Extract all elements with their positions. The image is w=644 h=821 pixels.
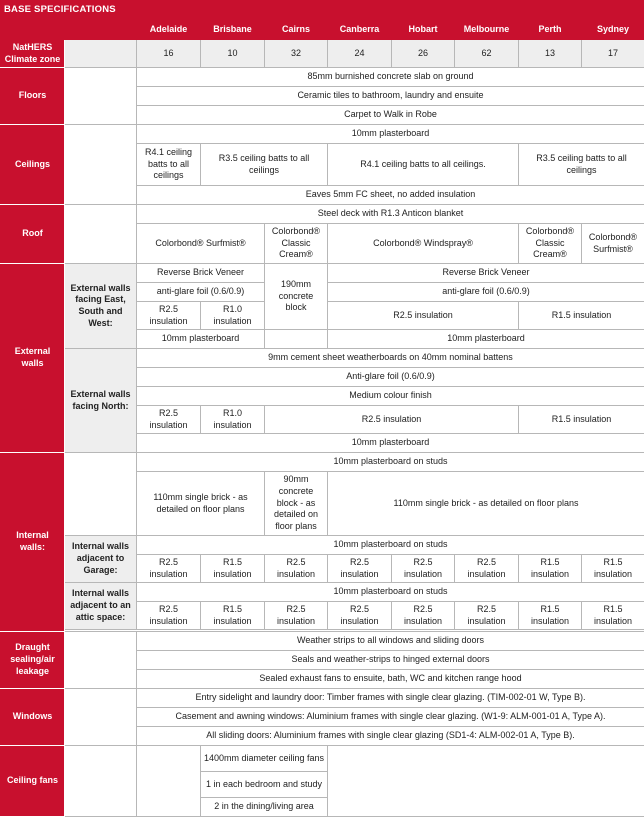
roof-colour: Colorbond® Classic Cream® <box>519 224 582 264</box>
internal-attic-insulation: R2.5 insulation <box>137 602 201 630</box>
floors-carpet: Carpet to Walk in Robe <box>137 106 644 125</box>
fans-row <box>1 746 644 772</box>
external-insulation: R1.0 insulation <box>201 302 265 330</box>
roof-colour: Colorbond® Windspray® <box>328 224 519 264</box>
climate-value: 32 <box>265 40 328 68</box>
internal-garage-insulation: R1.5 insulation <box>582 555 644 583</box>
internal-attic-insulation: R2.5 insulation <box>392 602 455 630</box>
city-header: Cairns <box>265 21 328 40</box>
external-north-label: External walls facing North: <box>65 349 137 453</box>
internal-attic-label: Internal walls adjacent to an attic space: <box>65 583 137 630</box>
climate-row <box>1 40 644 68</box>
roof-deck: Steel deck with R1.3 Anticon blanket <box>137 205 644 224</box>
city-header: Adelaide <box>137 21 201 40</box>
internal-attic-studs: 10mm plasterboard on studs <box>137 583 644 602</box>
floors-label: Floors <box>1 68 65 125</box>
fans-label: Ceiling fans <box>1 746 65 817</box>
city-header: Sydney <box>582 21 644 40</box>
ceilings-label: Ceilings <box>1 125 65 205</box>
internal-brick: 110mm single brick - as detailed on floor plans <box>137 472 265 536</box>
fans-item: 2 in the dining/living area <box>201 798 328 817</box>
ceilings-plasterboard: 10mm plasterboard <box>137 125 644 144</box>
internal-block: 90mm concrete block - as detailed on floor plans <box>265 472 328 536</box>
ceilings-batts: R3.5 ceiling batts to all ceilings <box>201 144 328 186</box>
windows-item: All sliding doors: Aluminium frames with single clear glazing (SD1-4: ALM-002-01 A, Type B). <box>137 727 644 746</box>
roof-colour: Colorbond® Surfmist® <box>137 224 265 264</box>
external-row <box>1 264 644 283</box>
internal-garage-label: Internal walls adjacent to Garage: <box>65 536 137 583</box>
windows-label: Windows <box>1 689 65 746</box>
ceilings-row <box>1 125 644 144</box>
city-header-row <box>1 21 644 40</box>
internal-brick: 110mm single brick - as detailed on floor plans <box>328 472 644 536</box>
ceilings-batts: R4.1 ceiling batts to all ceilings. <box>328 144 519 186</box>
external-esw-label: External walls facing East, South and West: <box>65 264 137 349</box>
external-north-insulation: R1.5 insulation <box>519 406 644 434</box>
internal-garage-insulation: R2.5 insulation <box>392 555 455 583</box>
fans-item: 1 in each bedroom and study <box>201 772 328 798</box>
external-insulation: R1.5 insulation <box>519 302 644 330</box>
roof-row <box>1 205 644 224</box>
spec-table <box>0 20 644 817</box>
ceilings-batts: R3.5 ceiling batts to all ceilings <box>519 144 644 186</box>
draught-label: Draught sealing/air leakage <box>1 632 65 689</box>
internal-attic-insulation: R1.5 insulation <box>519 602 582 630</box>
internal-garage-insulation: R2.5 insulation <box>455 555 519 583</box>
windows-item: Casement and awning windows: Aluminium frames with single clear glazing. (W1-9: ALM-001-01 A, Type A). <box>137 708 644 727</box>
internal-attic-insulation: R2.5 insulation <box>455 602 519 630</box>
external-insulation: R2.5 insulation <box>328 302 519 330</box>
ceilings-eaves: Eaves 5mm FC sheet, no added insulation <box>137 186 644 205</box>
draught-item: Seals and weather-strips to hinged external doors <box>137 651 644 670</box>
floors-tiles: Ceramic tiles to bathroom, laundry and ensuite <box>137 87 644 106</box>
internal-row <box>1 453 644 472</box>
internal-garage-insulation: R2.5 insulation <box>137 555 201 583</box>
windows-item: Entry sidelight and laundry door: Timber frames with single clear glazing. (TIM-002-01 W, Type B). <box>137 689 644 708</box>
internal-garage-insulation: R2.5 insulation <box>328 555 392 583</box>
external-insulation: R2.5 insulation <box>137 302 201 330</box>
external-foil: anti-glare foil (0.6/0.9) <box>328 283 644 302</box>
external-plaster: 10mm plasterboard <box>137 330 265 349</box>
external-label: External walls <box>1 264 65 453</box>
internal-attic-insulation: R2.5 insulation <box>328 602 392 630</box>
climate-value: 13 <box>519 40 582 68</box>
roof-colour: Colorbond® Surfmist® <box>582 224 644 264</box>
floors-row <box>1 68 644 87</box>
roof-colour: Colorbond® Classic Cream® <box>265 224 328 264</box>
page-title: BASE SPECIFICATIONS <box>0 0 644 20</box>
internal-attic-insulation: R1.5 insulation <box>582 602 644 630</box>
internal-garage-insulation: R1.5 insulation <box>201 555 265 583</box>
climate-value: 62 <box>455 40 519 68</box>
city-header: Brisbane <box>201 21 265 40</box>
climate-value: 26 <box>392 40 455 68</box>
climate-value: 16 <box>137 40 201 68</box>
draught-item: Weather strips to all windows and sliding doors <box>137 632 644 651</box>
city-header: Perth <box>519 21 582 40</box>
external-north-foil: Anti-glare foil (0.6/0.9) <box>137 368 644 387</box>
internal-studs: 10mm plasterboard on studs <box>137 453 644 472</box>
city-header: Hobart <box>392 21 455 40</box>
draught-row <box>1 632 644 651</box>
roof-label: Roof <box>1 205 65 264</box>
external-cladding: Reverse Brick Veneer <box>137 264 265 283</box>
external-cladding: Reverse Brick Veneer <box>328 264 644 283</box>
external-colour: Medium colour finish <box>137 387 644 406</box>
climate-label: NatHERS Climate zone <box>1 40 65 68</box>
climate-value: 24 <box>328 40 392 68</box>
internal-label: Internal walls: <box>1 453 65 632</box>
draught-item: Sealed exhaust fans to ensuite, bath, WC and kitchen range hood <box>137 670 644 689</box>
ceilings-batts: R4.1 ceiling batts to all ceilings <box>137 144 201 186</box>
external-plaster: 10mm plasterboard <box>328 330 644 349</box>
external-north-plaster: 10mm plasterboard <box>137 434 644 453</box>
external-block: 190mm concrete block <box>265 264 328 330</box>
external-north-insulation: R1.0 insulation <box>201 406 265 434</box>
external-foil: anti-glare foil (0.6/0.9) <box>137 283 265 302</box>
external-north-insulation: R2.5 insulation <box>265 406 519 434</box>
internal-garage-studs: 10mm plasterboard on studs <box>137 536 644 555</box>
fans-item: 1400mm diameter ceiling fans <box>201 746 328 772</box>
internal-attic-insulation: R1.5 insulation <box>201 602 265 630</box>
external-cement: 9mm cement sheet weatherboards on 40mm nominal battens <box>137 349 644 368</box>
internal-attic-insulation: R2.5 insulation <box>265 602 328 630</box>
city-header: Canberra <box>328 21 392 40</box>
windows-row <box>1 689 644 708</box>
floors-slab: 85mm burnished concrete slab on ground <box>137 68 644 87</box>
external-north-insulation: R2.5 insulation <box>137 406 201 434</box>
climate-value: 17 <box>582 40 644 68</box>
internal-garage-insulation: R2.5 insulation <box>265 555 328 583</box>
climate-value: 10 <box>201 40 265 68</box>
city-header: Melbourne <box>455 21 519 40</box>
internal-garage-insulation: R1.5 insulation <box>519 555 582 583</box>
